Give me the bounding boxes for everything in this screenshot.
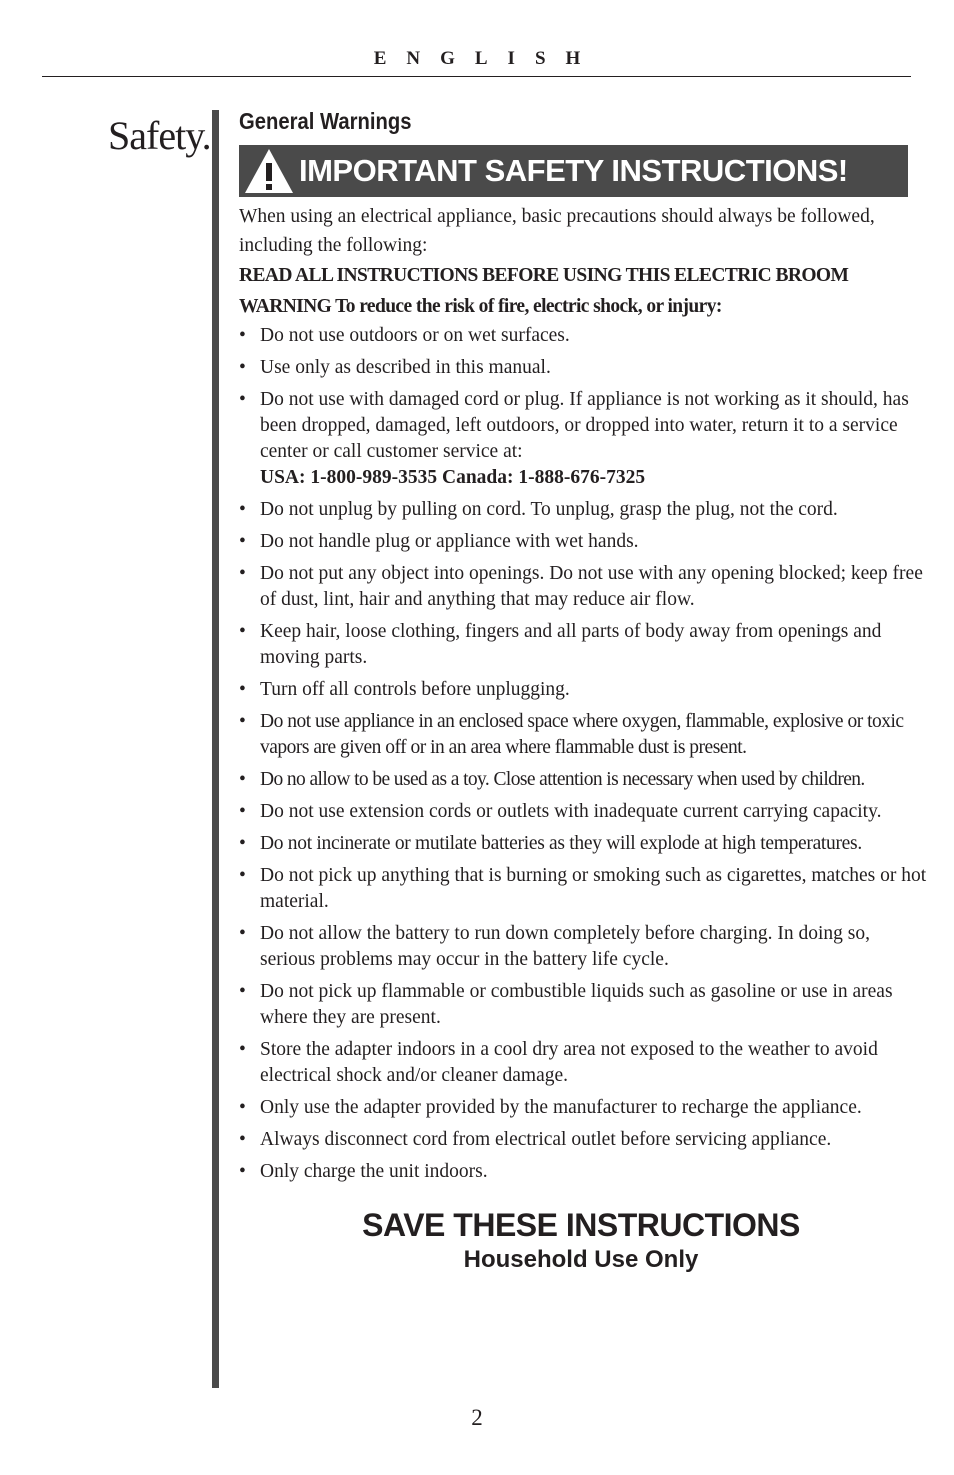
list-item: • Only charge the unit indoors. <box>239 1159 929 1185</box>
subheading: General Warnings <box>239 108 412 134</box>
list-item: • Do not put any object into openings. Do not use with any opening blocked; keep free of dust, lint, hair and anything that may reduce air flow. <box>239 561 929 613</box>
list-item: • Store the adapter indoors in a cool dry area not exposed to the weather to avoid electrical shock and/or cleaner damage. <box>239 1037 929 1089</box>
list-item: • Do not pick up anything that is burning or smoking such as cigarettes, matches or hot material. <box>239 863 929 915</box>
list-item: • Do not allow the battery to run down completely before charging. In doing so, serious problems may occur in the battery life cycle. <box>239 921 929 973</box>
list-item: • Do not handle plug or appliance with wet hands. <box>239 529 929 555</box>
list-item: • Do not incinerate or mutilate batteries as they will explode at high temperatures. <box>239 831 929 857</box>
list-item: • Do not use with damaged cord or plug. If appliance is not working as it should, has been dropped, damaged, left outdoors, or dropped into water, return it to a service center or call customer service at: USA: 1-800-989-3535 Canada: 1-888-676-7325 <box>239 387 929 491</box>
list-item: • Do not unplug by pulling on cord. To unplug, grasp the plug, not the cord. <box>239 497 929 523</box>
list-item: • Do no allow to be used as a toy. Close attention is necessary when used by children. <box>239 767 929 793</box>
save-instructions-heading: SAVE THESE INSTRUCTIONS <box>362 1207 800 1243</box>
household-use-note: Household Use Only <box>463 1246 699 1273</box>
list-item: • Use only as described in this manual. <box>239 355 929 381</box>
list-item: • Always disconnect cord from electrical outlet before servicing appliance. <box>239 1127 929 1153</box>
read-all-notice: READ ALL INSTRUCTIONS BEFORE USING THIS ELECTRIC BROOM <box>239 265 849 286</box>
intro-text: When using an electrical appliance, basic precautions should always be followed, including the following: <box>239 206 875 256</box>
content-column <box>239 104 929 1274</box>
page-number: 2 <box>471 1405 483 1430</box>
list-item: • Do not use outdoors or on wet surfaces. <box>239 323 929 349</box>
list-item: • Do not use appliance in an enclosed space where oxygen, flammable, explosive or toxic vapors are given off or in an area where flammable dust is present. <box>239 709 929 761</box>
list-item: • Turn off all controls before unplugging. <box>239 677 929 703</box>
list-item: • Do not use extension cords or outlets with inadequate current carrying capacity. <box>239 799 929 825</box>
list-item: • Do not pick up flammable or combustible liquids such as gasoline or use in areas where they are present. <box>239 979 929 1031</box>
warning-line: WARNING To reduce the risk of fire, electric shock, or injury: <box>239 296 722 317</box>
language-header: ENGLISH <box>373 48 601 69</box>
customer-service-phone: USA: 1-800-989-3535 Canada: 1-888-676-7325 <box>260 467 646 488</box>
header-rule <box>42 76 911 77</box>
safety-banner <box>239 145 908 197</box>
section-bar <box>212 110 219 1388</box>
warning-list <box>239 323 929 1185</box>
list-item: • Keep hair, loose clothing, fingers and all parts of body away from openings and moving parts. <box>239 619 929 671</box>
list-item: • Only use the adapter provided by the manufacturer to recharge the appliance. <box>239 1095 929 1121</box>
section-title: Safety. <box>108 113 211 158</box>
warning-triangle-icon <box>239 145 299 197</box>
banner-title: IMPORTANT SAFETY INSTRUCTIONS! <box>299 153 848 188</box>
